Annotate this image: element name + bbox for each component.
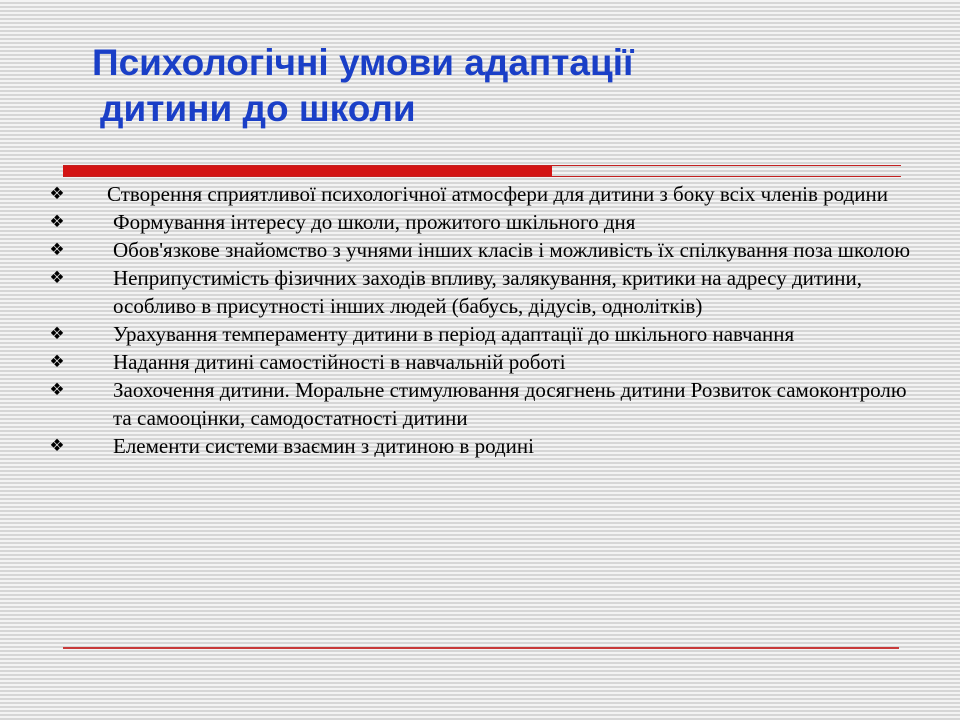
diamond-bullet-icon: ❖ (49, 184, 65, 204)
diamond-bullet-icon: ❖ (49, 352, 65, 372)
list-item (0, 264, 960, 320)
list-item (0, 320, 960, 348)
list-item (0, 376, 960, 432)
diamond-bullet-icon: ❖ (49, 268, 65, 288)
list-item-text: Створення сприятливої психологічної атмосфери для дитини з боку всіх членів родини (107, 182, 888, 206)
diamond-bullet-icon: ❖ (49, 240, 65, 260)
diamond-bullet-icon: ❖ (49, 380, 65, 400)
list-item (0, 432, 960, 460)
diamond-bullet-icon: ❖ (49, 436, 65, 456)
list-item-text: Обов'язкове знайомство з учнями інших класів і можливість їх спілкування поза школою (113, 238, 911, 262)
title-underline (63, 165, 901, 177)
diamond-bullet-icon: ❖ (49, 324, 65, 344)
slide-title-line1: Психологічні умови адаптації (92, 42, 634, 83)
list-item-text: Заохочення дитини. Моральне стимулювання досягнень дитини Розвиток самоконтролю та самооцінки, самодостатності дитини (113, 378, 907, 430)
bullet-list (0, 180, 960, 460)
list-item-text: Неприпустимість фізичних заходів впливу, залякування, критики на адресу дитини, особливо в присутності інших людей (бабусь, дідусів, однолітків) (113, 266, 863, 318)
list-item-text: Надання дитині самостійності в навчальній роботі (113, 350, 566, 374)
slide-title (92, 40, 852, 132)
list-item (0, 180, 960, 208)
list-item-text: Елементи системи взаємин з дитиною в родині (113, 434, 534, 458)
title-underline-accent-bar (63, 166, 552, 176)
list-item (0, 348, 960, 376)
list-item-text: Формування інтересу до школи, прожитого шкільного дня (113, 210, 636, 234)
list-item (0, 236, 960, 264)
list-item (0, 208, 960, 236)
slide-title-line2: дитини до школи (100, 88, 416, 129)
list-item-text: Урахування темпераменту дитини в період адаптації до шкільного навчання (113, 322, 795, 346)
title-underline-thin-bottom (63, 176, 901, 177)
bottom-divider (63, 647, 899, 649)
diamond-bullet-icon: ❖ (49, 212, 65, 232)
